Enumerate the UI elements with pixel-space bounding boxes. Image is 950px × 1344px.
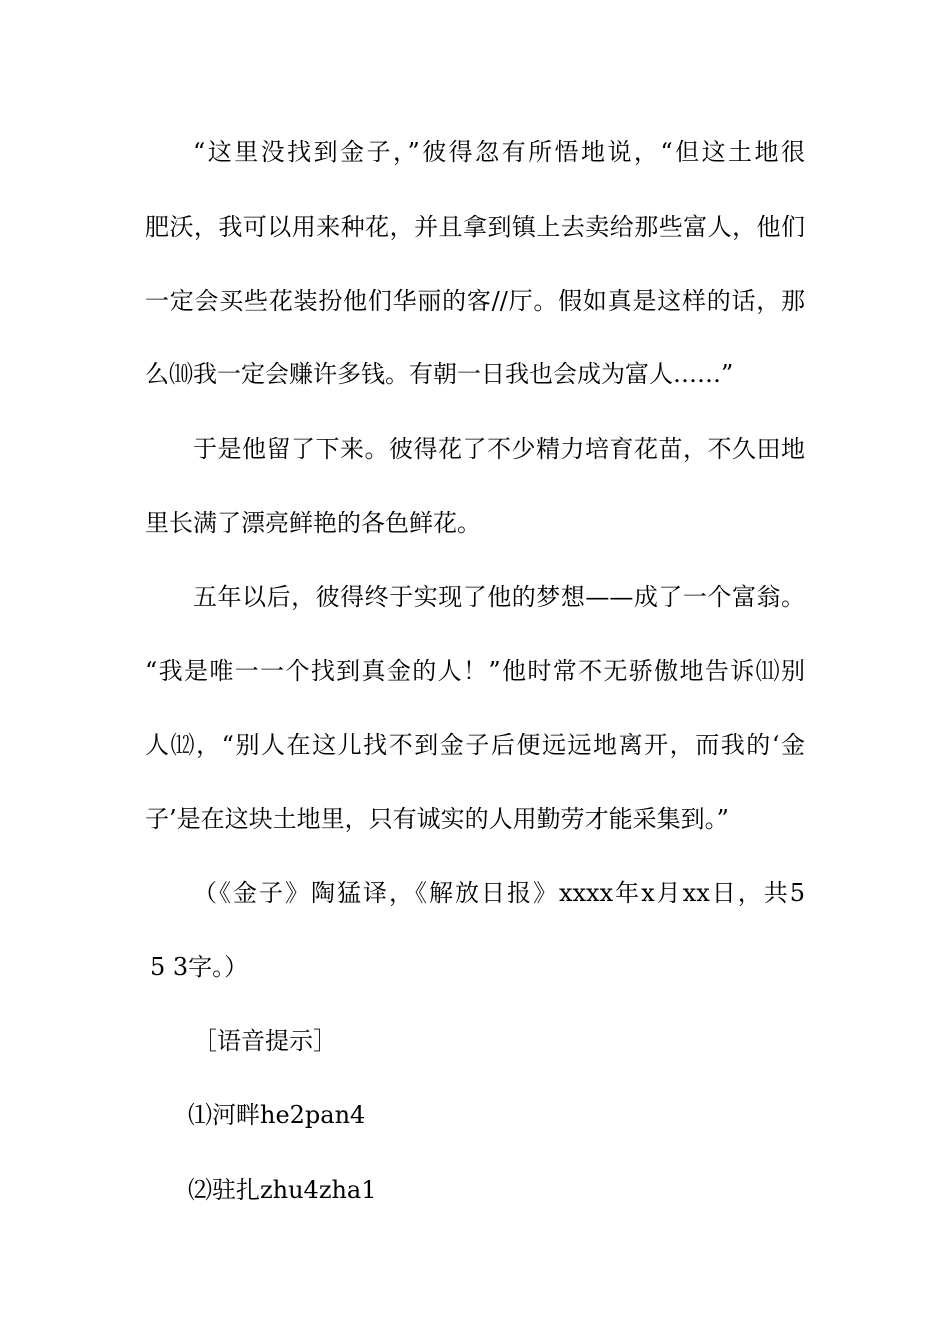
text-line: 人⑿，“别人在这儿找不到金子后便远远地离开，而我的‘金 xyxy=(145,731,805,759)
text-line: 子’是在这块土地里，只有诚实的人用勤劳才能采集到。” xyxy=(145,805,729,833)
citation-line: 5 3字。） xyxy=(150,953,249,981)
note-item: ⑴河畔he2pan4 xyxy=(188,1101,366,1129)
text-line: 五年以后，彼得终于实现了他的梦想——成了一个富翁。 xyxy=(193,583,805,611)
citation-line: （《金子》陶猛译，《解放日报》xxxx年x月xx日，共5 xyxy=(193,879,805,907)
text-line: “我是唯一一个找到真金的人！”他时常不无骄傲地告诉⑾别 xyxy=(145,657,805,685)
section-heading: ［语音提示］ xyxy=(193,1027,337,1055)
note-item: ⑵驻扎zhu4zha1 xyxy=(188,1176,377,1204)
text-line: 一定会买些花装扮他们华丽的客//厅。假如真是这样的话，那 xyxy=(145,287,805,315)
text-line: 么⑽我一定会赚许多钱。有朝一日我也会成为富人……” xyxy=(145,360,734,388)
text-line: 肥沃，我可以用来种花，并且拿到镇上去卖给那些富人，他们 xyxy=(145,213,805,241)
text-line: “这里没找到金子，”彼得忽有所悟地说，“但这土地很 xyxy=(193,138,805,166)
text-line: 于是他留了下来。彼得花了不少精力培育花苗，不久田地 xyxy=(193,435,805,463)
text-line: 里长满了漂亮鲜艳的各色鲜花。 xyxy=(145,509,481,537)
